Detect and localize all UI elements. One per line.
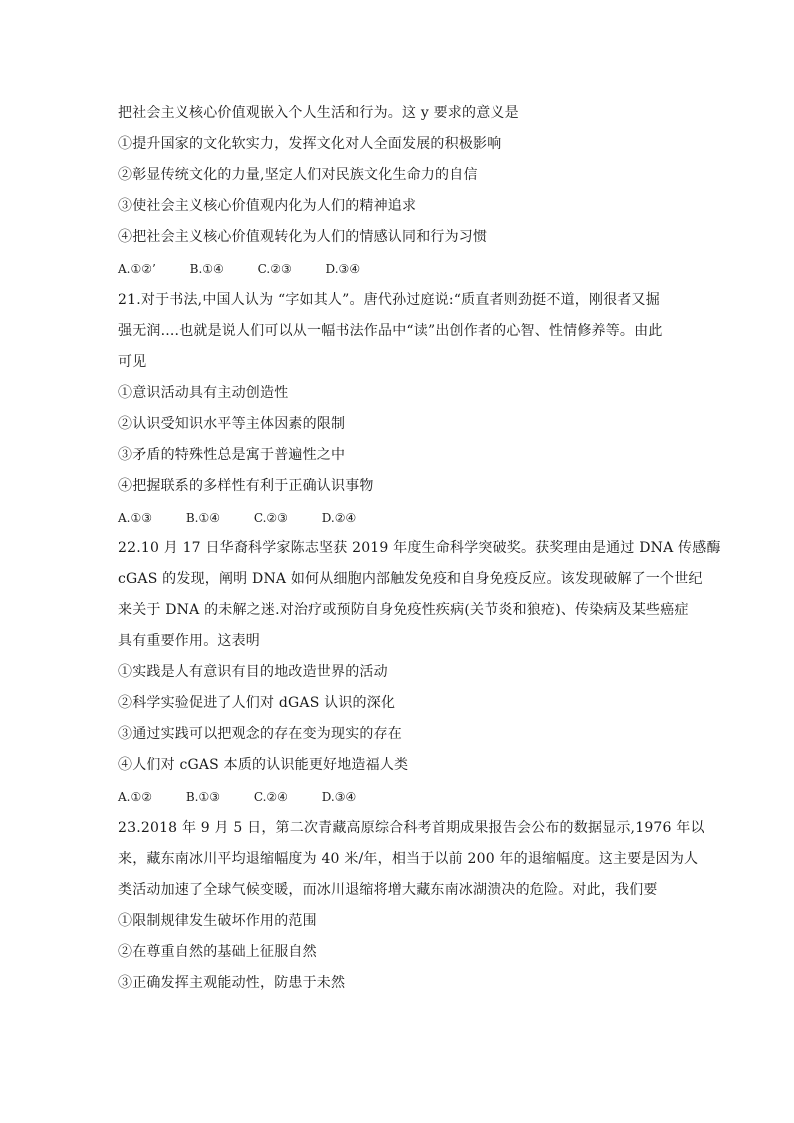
q21-stem-line-1: 21.对于书法,中国人认为 “字如其人”。唐代孙过庭说:“质直者则劲挺不道，刚很者又掘 bbox=[118, 292, 660, 308]
q21-option-1: ①意识活动具有主动创造性 bbox=[118, 385, 289, 401]
q22-choice-d: D.③④ bbox=[321, 790, 357, 804]
q22-option-4: ④人们对 cGAS 本质的认识能更好地造福人类 bbox=[118, 757, 409, 773]
q20-choice-d: D.③④ bbox=[325, 262, 361, 276]
q22-stem-line-1: 22.10 月 17 日华裔科学家陈志坚获 2019 年度生命科学突破奖。获奖理由是通过 DNA 传感酶 bbox=[118, 540, 721, 556]
q20-option-2: ②彰显传统文化的力量,坚定人们对民族文化生命力的自信 bbox=[118, 167, 478, 183]
q22-choices bbox=[118, 789, 386, 805]
q23-option-2: ②在尊重自然的基础上征服自然 bbox=[118, 944, 317, 960]
q21-choice-d: D.②④ bbox=[321, 511, 357, 525]
q23-stem-line-3: 类活动加速了全球气候变暖，而冰川退缩将增大藏东南冰湖溃决的危险。对此，我们要 bbox=[118, 882, 658, 898]
q22-choice-b: B.①③ bbox=[185, 790, 220, 804]
q20-option-1: ①提升国家的文化软实力，发挥文化对人全面发展的积极影响 bbox=[118, 136, 502, 152]
q20-option-3: ③使社会主义核心价值观内化为人们的精神追求 bbox=[118, 198, 417, 214]
q21-option-3: ③矛盾的特殊性总是寓于普遍性之中 bbox=[118, 447, 346, 463]
q20-stem-tail: 把社会主义核心价值观嵌入个人生活和行为。这 y 要求的意义是 bbox=[118, 105, 519, 121]
q22-option-3: ③通过实践可以把观念的存在变为现实的存在 bbox=[118, 726, 402, 742]
q21-option-4: ④把握联系的多样性有利于正确认识事物 bbox=[118, 478, 374, 494]
q22-choice-c: C.②④ bbox=[253, 790, 288, 804]
q21-choices bbox=[118, 510, 386, 526]
q21-choice-a: A.①③ bbox=[118, 511, 152, 525]
q22-option-1: ①实践是人有意识有目的地改造世界的活动 bbox=[118, 664, 388, 680]
q20-choices bbox=[118, 261, 390, 277]
q22-stem-line-3: 来关于 DNA 的未解之迷.对治疗或预防自身免疫性疾病(关节炎和狼疮)、传染病及某些癌症 bbox=[118, 602, 689, 618]
q20-choice-a: A.①②’ bbox=[118, 262, 156, 276]
q21-option-2: ②认识受知识水平等主体因素的限制 bbox=[118, 416, 346, 432]
q23-stem-line-2: 来，藏东南冰川平均退缩幅度为 40 米/年，相当于以前 200 年的退缩幅度。这主要是因为人 bbox=[118, 851, 699, 867]
q20-option-4: ④把社会主义核心价值观转化为人们的情感认同和行为习惯 bbox=[118, 229, 488, 245]
q21-choice-b: B.①④ bbox=[185, 511, 220, 525]
q22-option-2: ②科学实验促进了人们对 dGAS 认识的深化 bbox=[118, 695, 396, 711]
q20-choice-c: C.②③ bbox=[257, 262, 292, 276]
q20-choice-b: B.①④ bbox=[189, 262, 224, 276]
q22-stem-line-2: cGAS 的发现，阐明 DNA 如何从细胞内部触发免疫和自身免疫反应。该发现破解了一个世纪 bbox=[118, 571, 703, 587]
q23-option-1: ①限制规律发生破坏作用的范围 bbox=[118, 913, 317, 929]
q21-choice-c: C.②③ bbox=[253, 511, 288, 525]
q21-stem-line-2: 强无润....也就是说人们可以从一幅书法作品中“读”出创作者的心智、性情修养等。由此 bbox=[118, 323, 663, 339]
q22-stem-line-4: 具有重要作用。这表明 bbox=[118, 633, 260, 649]
q22-choice-a: A.①② bbox=[118, 790, 152, 804]
q23-stem-line-1: 23.2018 年 9 月 5 日，第二次青藏高原综合科考首期成果报告会公布的数据显示,1976 年以 bbox=[118, 820, 705, 836]
q23-option-3: ③正确发挥主观能动性，防患于未然 bbox=[118, 975, 346, 991]
q21-stem-line-3: 可见 bbox=[118, 354, 147, 370]
